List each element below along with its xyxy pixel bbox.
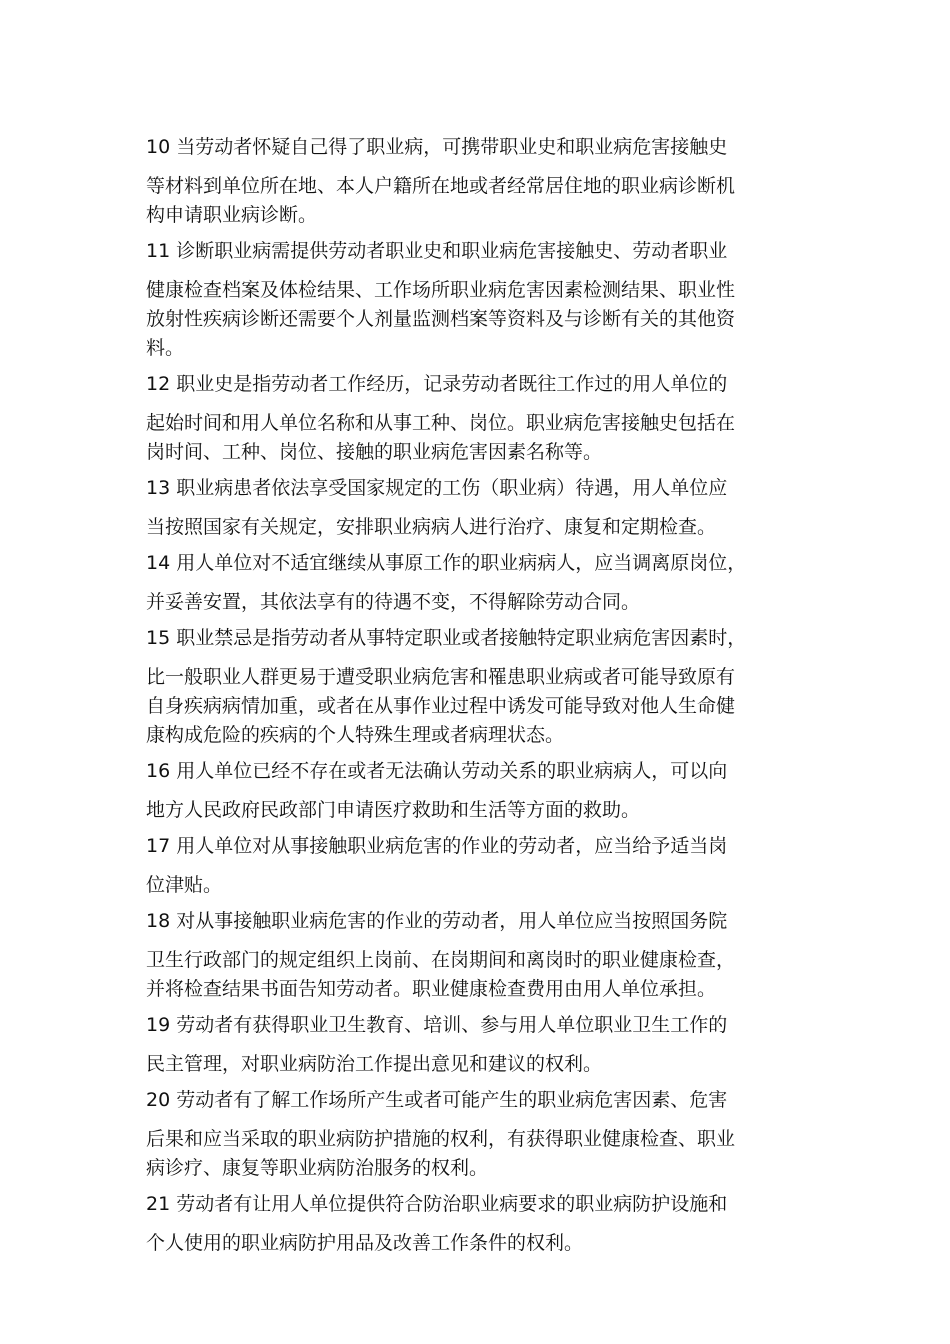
list-item-14 [146, 549, 820, 617]
paragraph-line: 10 当劳动者怀疑自己得了职业病，可携带职业史和职业病危害接触史 [146, 136, 728, 158]
paragraph-line: 个人使用的职业病防护用品及改善工作条件的权利。 [146, 1232, 584, 1254]
paragraph-line: 健康检查档案及体检结果、工作场所职业病危害因素检测结果、职业性 [146, 279, 736, 301]
list-item-19 [146, 1011, 820, 1079]
paragraph-line: 卫生行政部门的规定组织上岗前、在岗期间和离岗时的职业健康检查， [146, 949, 736, 971]
paragraph-line: 后果和应当采取的职业病防护措施的权利，有获得职业健康检查、职业 [146, 1128, 736, 1150]
list-item-11 [146, 237, 820, 363]
list-item-15 [146, 624, 820, 750]
list-item-20 [146, 1086, 820, 1183]
paragraph-line: 康构成危险的疾病的个人特殊生理或者病理状态。 [146, 724, 565, 746]
paragraph-line: 14 用人单位对不适宜继续从事原工作的职业病病人，应当调离原岗位， [146, 552, 747, 574]
paragraph-line: 并妥善安置，其依法享有的待遇不变，不得解除劳动合同。 [146, 591, 641, 613]
paragraph-line: 20 劳动者有了解工作场所产生或者可能产生的职业病危害因素、危害 [146, 1089, 728, 1111]
paragraph-line: 地方人民政府民政部门申请医疗救助和生活等方面的救助。 [146, 799, 641, 821]
paragraph-line: 15 职业禁忌是指劳动者从事特定职业或者接触特定职业病危害因素时， [146, 627, 747, 649]
paragraph-line: 12 职业史是指劳动者工作经历，记录劳动者既往工作过的用人单位的 [146, 373, 728, 395]
paragraph-line: 18 对从事接触职业病危害的作业的劳动者，用人单位应当按照国务院 [146, 910, 728, 932]
list-item-21 [146, 1190, 820, 1258]
paragraph-line: 放射性疾病诊断还需要个人剂量监测档案等资料及与诊断有关的其他资 [146, 308, 736, 330]
paragraph-line: 比一般职业人群更易于遭受职业病危害和罹患职业病或者可能导致原有 [146, 666, 736, 688]
list-item-10 [146, 133, 820, 230]
paragraph-line: 岗时间、工种、岗位、接触的职业病危害因素名称等。 [146, 441, 603, 463]
paragraph-line: 起始时间和用人单位名称和从事工种、岗位。职业病危害接触史包括在 [146, 412, 736, 434]
paragraph-line: 当按照国家有关规定，安排职业病病人进行治疗、康复和定期检查。 [146, 516, 717, 538]
paragraph-line: 病诊疗、康复等职业病防治服务的权利。 [146, 1157, 489, 1179]
list-item-12 [146, 370, 820, 467]
list-item-16 [146, 757, 820, 825]
paragraph-line: 11 诊断职业病需提供劳动者职业史和职业病危害接触史、劳动者职业 [146, 240, 728, 262]
paragraph-line: 21 劳动者有让用人单位提供符合防治职业病要求的职业病防护设施和 [146, 1193, 728, 1215]
paragraph-line: 位津贴。 [146, 874, 223, 896]
paragraph-line: 16 用人单位已经不存在或者无法确认劳动关系的职业病病人，可以向 [146, 760, 728, 782]
paragraph-line: 自身疾病病情加重，或者在从事作业过程中诱发可能导致对他人生命健 [146, 695, 736, 717]
paragraph-line: 17 用人单位对从事接触职业病危害的作业的劳动者，应当给予适当岗 [146, 835, 728, 857]
list-item-18 [146, 907, 820, 1004]
paragraph-line: 并将检查结果书面告知劳动者。职业健康检查费用由用人单位承担。 [146, 978, 717, 1000]
paragraph-line: 等材料到单位所在地、本人户籍所在地或者经常居住地的职业病诊断机 [146, 175, 736, 197]
list-item-17 [146, 832, 820, 900]
paragraph-line: 民主管理，对职业病防治工作提出意见和建议的权利。 [146, 1053, 603, 1075]
paragraph-line: 19 劳动者有获得职业卫生教育、培训、参与用人单位职业卫生工作的 [146, 1014, 728, 1036]
paragraph-line: 构申请职业病诊断。 [146, 204, 318, 226]
list-item-13 [146, 474, 820, 542]
document-body [146, 133, 820, 1258]
paragraph-line: 料。 [146, 337, 185, 359]
paragraph-line: 13 职业病患者依法享受国家规定的工伤（职业病）待遇，用人单位应 [146, 477, 728, 499]
